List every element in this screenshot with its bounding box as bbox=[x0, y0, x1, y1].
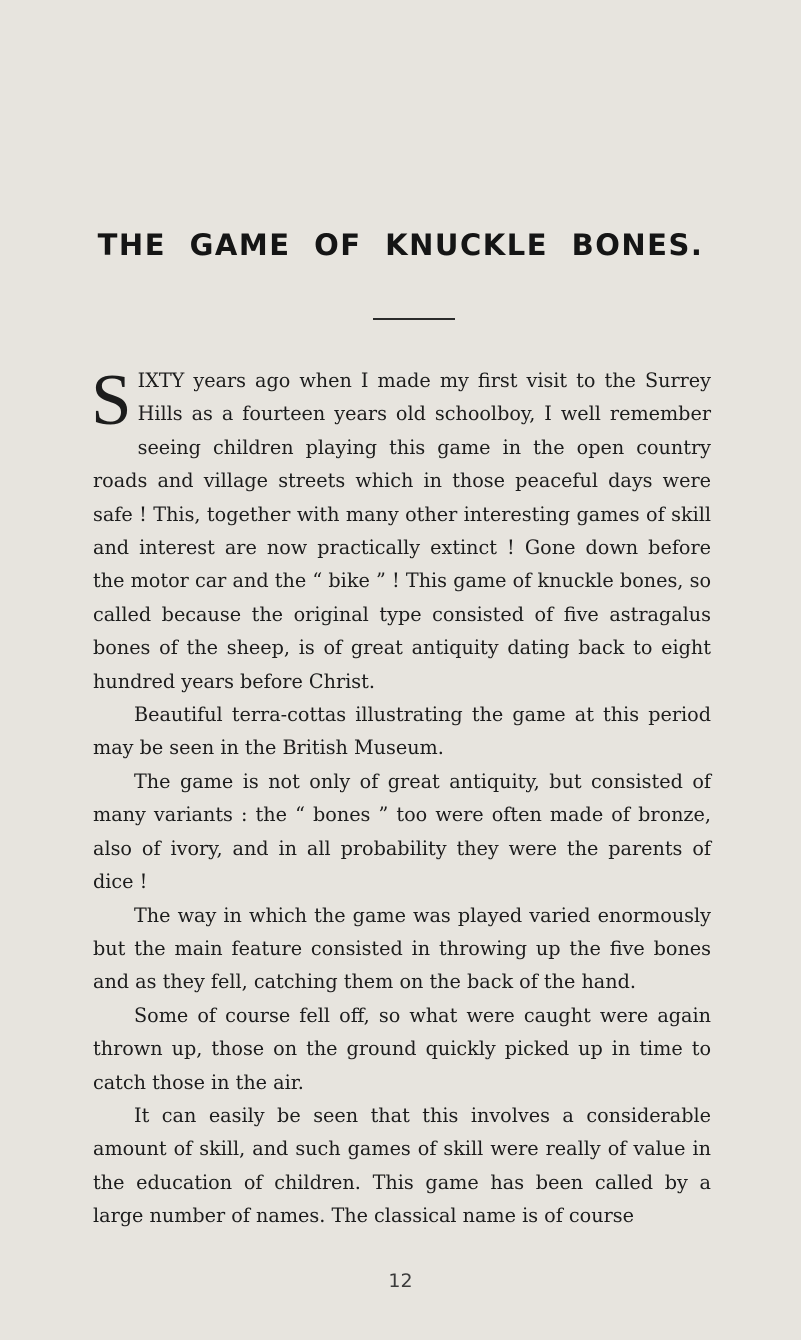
title-rule bbox=[373, 318, 455, 320]
page-number: 12 bbox=[388, 1270, 413, 1292]
paragraph-1 bbox=[91, 359, 711, 698]
paragraph-4: The way in which the game was played varied enormously but the main feature consisted in throwing up the five bones and as they fell, catching them on the back of the hand. bbox=[93, 903, 711, 994]
paragraph-6: It can easily be seen that this involves a considerable amount of skill, and such games of skill were really of value in the education of children. This game has been called by a large number of names. The classical name is of course bbox=[93, 1103, 711, 1228]
paragraph-text: IXTY years ago when I made my first visit to the Surrey Hills as a fourteen years old schoolboy, I well remember seeing children playing this game in the open country roads and village streets which in those peaceful days were safe ! This, together with many other interesting games of skill and interest are now practically extinct ! Gone down before the motor car and the “ bike ” ! This game of knuckle bones, so called because the original type consisted of five astragalus bones of the sheep, is of great antiquity dating back to eight hundred years before Christ. bbox=[93, 369, 711, 693]
body-text bbox=[91, 359, 711, 1233]
paragraph-5: Some of course fell off, so what were caught were again thrown up, those on the ground quickly picked up in time to catch those in the air. bbox=[93, 1003, 711, 1094]
chapter-title: THE GAME OF KNUCKLE BONES. bbox=[97, 228, 704, 262]
paragraph-2: Beautiful terra-cottas illustrating the game at this period may be seen in the British Museum. bbox=[93, 703, 711, 760]
drop-cap: S bbox=[91, 359, 132, 440]
paragraph-3: The game is not only of great antiquity, but consisted of many variants : the “ bones ” too were often made of bronze, also of ivory, and in all probability they were the parents of dice ! bbox=[93, 769, 711, 894]
